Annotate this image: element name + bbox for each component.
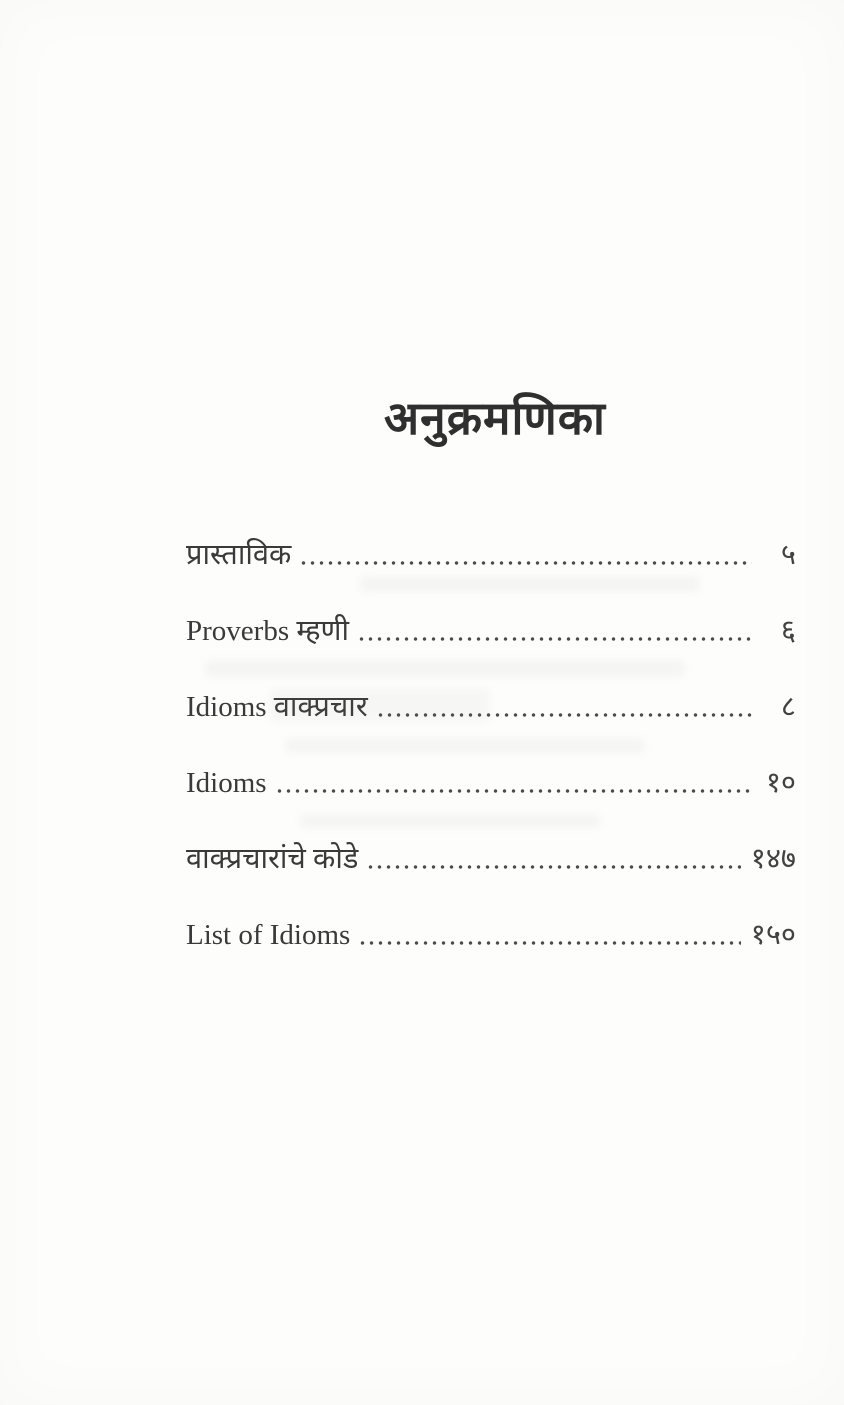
dotted-leader (366, 864, 740, 870)
toc-entry (186, 534, 796, 573)
toc-entry (186, 914, 796, 953)
toc-entry-page-number: १४७ (750, 843, 796, 875)
dotted-leader (358, 940, 740, 946)
toc-entry-label: List of Idioms (186, 919, 351, 951)
page-title: अनुक्रमणिका (384, 392, 606, 444)
toc-entry-page-number: ५ (780, 539, 796, 571)
toc-entry (186, 838, 796, 877)
toc-entry-label: Idioms (186, 767, 267, 799)
toc-entry-page-number: ६ (780, 615, 796, 647)
toc-entry (186, 762, 796, 801)
dotted-leader (376, 712, 752, 718)
toc-entry-page-number: १५० (750, 919, 796, 951)
toc-entry-label: Proverbs म्हणी (186, 615, 349, 647)
toc-entry-page-number: १० (765, 767, 796, 799)
dotted-leader (275, 788, 752, 794)
toc-entry-page-number: ८ (780, 691, 796, 723)
toc-entry-label: Idioms वाक्प्रचार (186, 691, 368, 723)
dotted-leader (299, 560, 752, 566)
toc-entry-label: वाक्प्रचारांचे कोडे (186, 843, 359, 875)
toc-entry (186, 686, 796, 725)
table-of-contents (186, 0, 796, 1405)
toc-entry-label: प्रास्ताविक (186, 539, 292, 571)
toc-entry (186, 610, 796, 649)
dotted-leader (357, 636, 752, 642)
